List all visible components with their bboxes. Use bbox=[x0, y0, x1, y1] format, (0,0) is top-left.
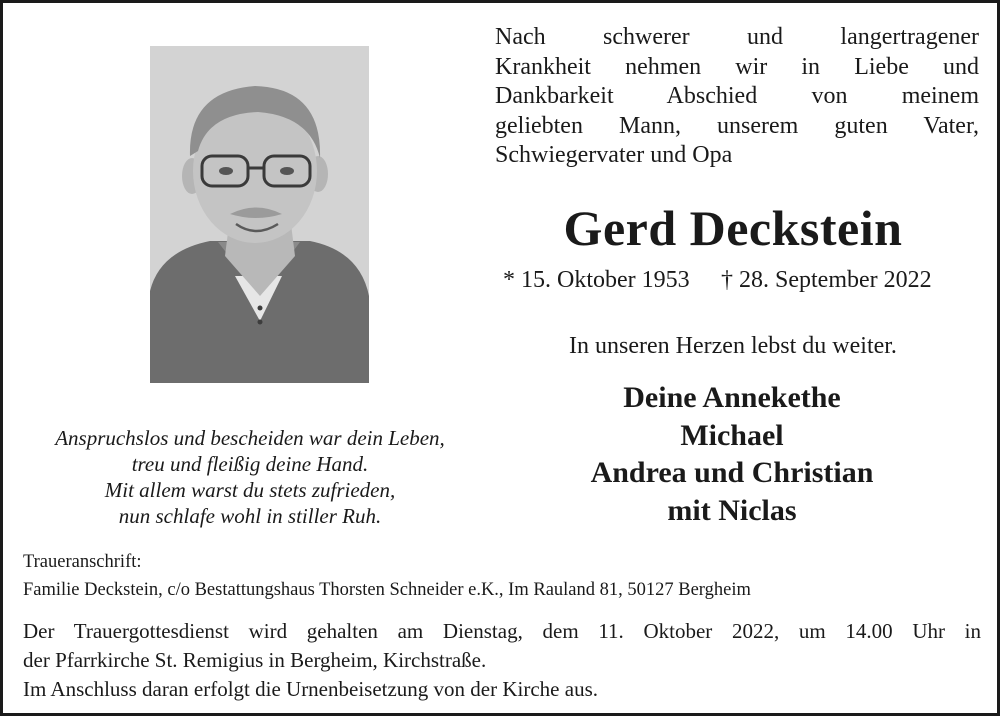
portrait-photo bbox=[150, 46, 369, 383]
service-line: Der Trauergottesdienst wird gehalten am Dienstag, dem 11. Oktober 2022, um 14.00 Uhr in bbox=[23, 619, 981, 643]
intro-line: geliebten Mann, unserem guten Vater, bbox=[495, 112, 979, 139]
family-line: Andrea und Christian bbox=[590, 456, 874, 489]
address-text: Familie Deckstein, c/o Bestattungshaus Thorsten Schneider e.K., Im Rauland 81, 50127 Bergheim bbox=[23, 580, 751, 600]
intro-line: Dankbarkeit Abschied von meinem bbox=[495, 83, 979, 109]
memorial-poem bbox=[21, 425, 479, 529]
family-signature bbox=[491, 379, 973, 529]
intro-line: Schwiegervater und Opa bbox=[495, 142, 733, 168]
death-date: † 28. September 2022 bbox=[721, 267, 932, 293]
address-label: Traueranschrift: bbox=[23, 552, 142, 572]
intro-line: Nach schwerer und langertragener bbox=[495, 24, 979, 50]
family-line: Michael bbox=[680, 418, 784, 452]
portrait-photo-icon bbox=[150, 46, 369, 383]
family-line: Deine Annekethe bbox=[623, 381, 841, 414]
poem-line: treu und fleißig deine Hand. bbox=[131, 452, 369, 476]
mourning-address bbox=[23, 548, 983, 604]
service-info bbox=[23, 617, 981, 704]
service-line: der Pfarrkirche St. Remigius in Bergheim, Kirchstraße. bbox=[23, 648, 487, 672]
family-line: mit Niclas bbox=[667, 493, 797, 527]
intro-line: Krankheit nehmen wir in Liebe und bbox=[495, 53, 979, 80]
poem-line: Anspruchslos und bescheiden war dein Leben, bbox=[55, 426, 445, 450]
motto-text: In unseren Herzen lebst du weiter. bbox=[569, 333, 897, 359]
service-line: Im Anschluss daran erfolgt die Urnenbeisetzung von der Kirche aus. bbox=[23, 677, 598, 701]
poem-line: Mit allem warst du stets zufrieden, bbox=[104, 478, 396, 502]
birth-date: * 15. Oktober 1953 bbox=[503, 267, 690, 293]
deceased-name: Gerd Deckstein bbox=[563, 200, 903, 256]
intro-text bbox=[495, 23, 979, 171]
poem-line: nun schlafe wohl in stiller Ruh. bbox=[118, 504, 382, 528]
